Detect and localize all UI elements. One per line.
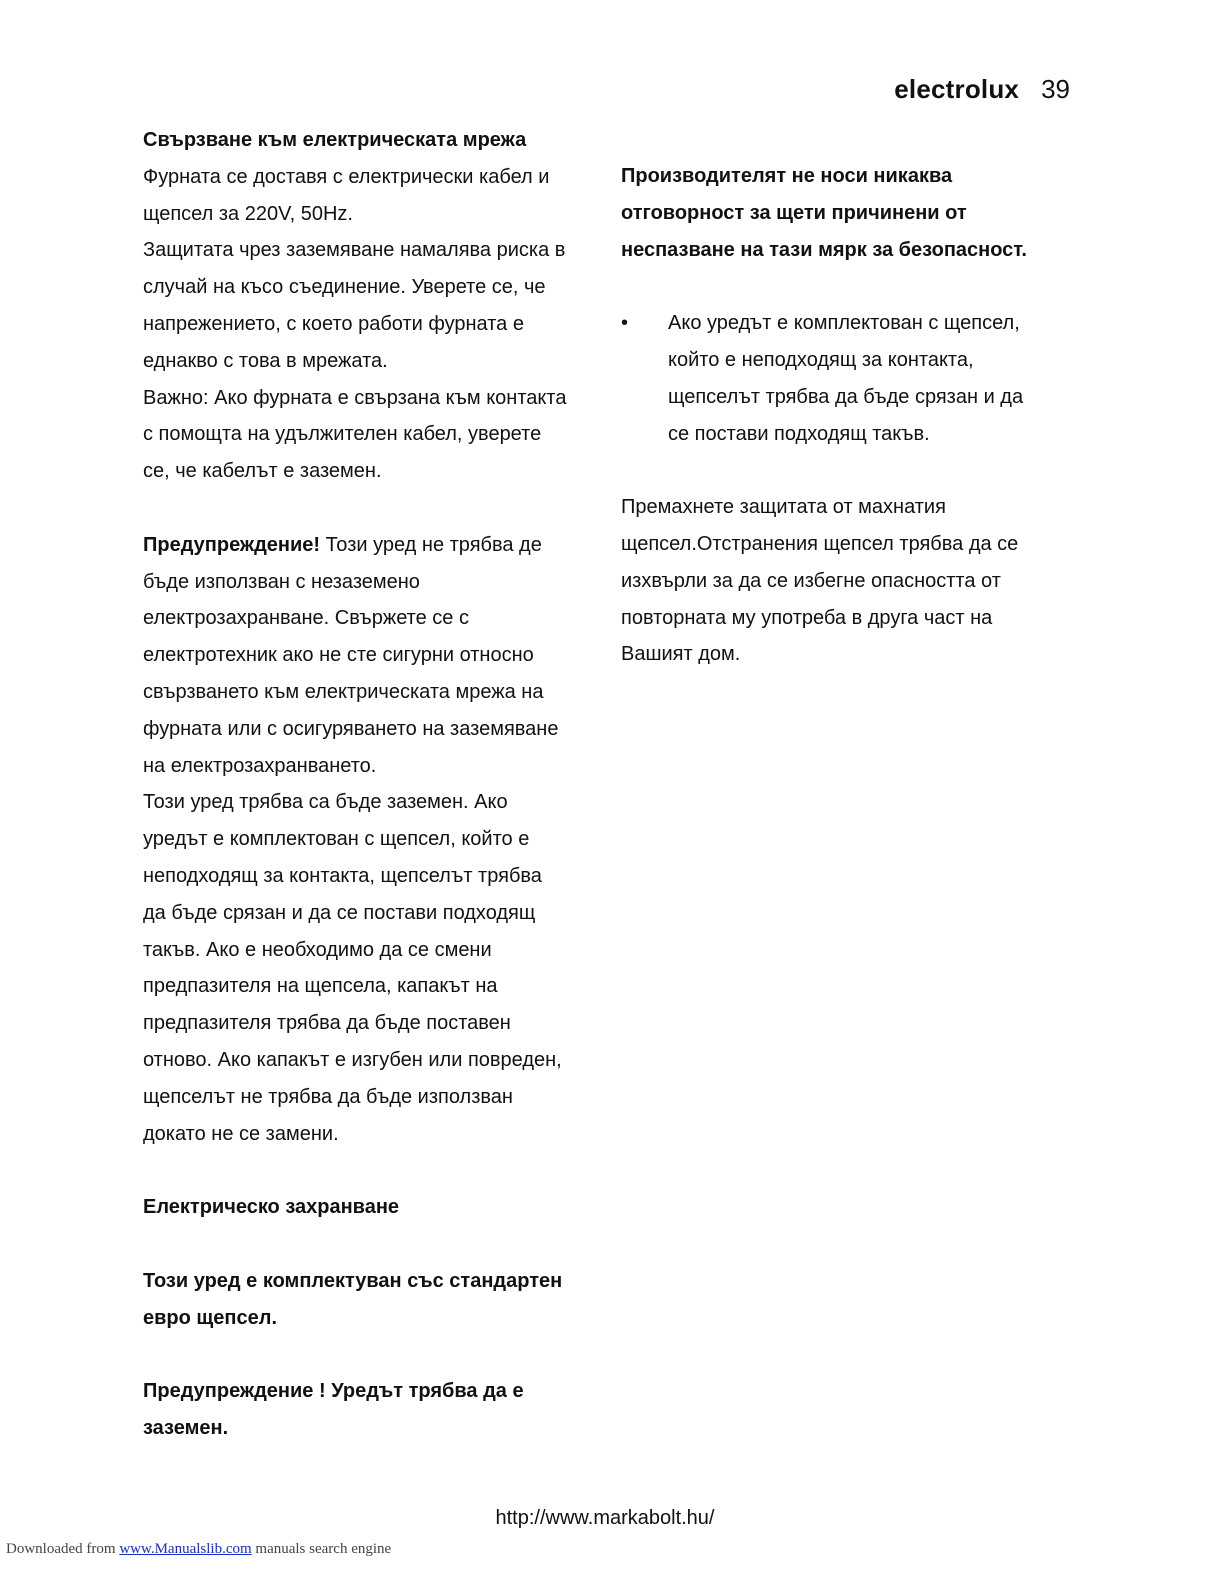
text-line: фурната или с осигуряването на заземяване xyxy=(143,717,559,740)
euro-plug-paragraph xyxy=(143,1263,603,1337)
warning-first-line: Този уред не трябва де xyxy=(320,533,542,556)
text-line: се, че кабелът е заземен. xyxy=(143,460,382,483)
search-engine-text: manuals search engine xyxy=(251,1541,392,1557)
right-column xyxy=(621,158,1071,673)
text-line: Премахнете защитата от махнатия xyxy=(621,496,946,519)
removal-paragraph xyxy=(621,489,1071,673)
text-line: заземен. xyxy=(143,1416,229,1439)
footer-url: http://www.markabolt.hu/ xyxy=(495,1507,715,1529)
bullet-list-item xyxy=(621,305,1071,452)
text-line: на електрозахранването. xyxy=(143,754,377,777)
page-number: 39 xyxy=(1041,74,1070,104)
text-line: предпазителя трябва да бъде поставен xyxy=(143,1012,511,1035)
warning-label: Предупреждение! xyxy=(143,533,321,556)
text-line: бъде използван с незаземено xyxy=(143,570,420,593)
text-line: Предупреждение ! Уредът трябва да е xyxy=(143,1380,524,1403)
spacer xyxy=(621,452,1071,489)
text-line: с помощта на удължителен кабел, уверете xyxy=(143,423,542,446)
text-line: такъв. Ако е необходимо да се смени xyxy=(143,938,492,961)
grounding-warning-paragraph xyxy=(143,527,603,1153)
heading-electrical-connection: Свързване към електрическата мрежа xyxy=(143,129,527,151)
text-line: неподходящ за контакта, щепселът трябва xyxy=(143,864,542,887)
text-line: Вашият дом. xyxy=(621,643,741,666)
spacer xyxy=(621,268,1071,305)
text-line: щепселът не трябва да бъде използван xyxy=(143,1085,513,1108)
text-line: неспазване на тази мярк за безопасност. xyxy=(621,238,1027,261)
download-source-line xyxy=(6,1541,391,1558)
ground-warning-paragraph xyxy=(143,1373,603,1447)
text-line: се постави подходящ такъв. xyxy=(668,422,930,445)
text-line: изхвърли за да се избегне опасността от xyxy=(621,569,1001,592)
connection-paragraph xyxy=(143,159,603,490)
text-line: Важно: Ако фурната е свързана към контакта xyxy=(143,386,567,409)
text-line: Ако уредът е комплектован с щепсел, xyxy=(668,312,1020,335)
left-column xyxy=(143,122,603,1447)
text-line: напрежението, с което работи фурната е xyxy=(143,312,524,335)
text-line: отново. Ако капакът е изгубен или повреден, xyxy=(143,1048,562,1071)
text-line: Фурната се доставя с електрически кабел и xyxy=(143,165,550,188)
text-line: щепселът трябва да бъде срязан и да xyxy=(668,385,1024,408)
page-header xyxy=(894,74,1070,105)
text-line: електротехник ако не сте сигурни относно xyxy=(143,644,534,667)
spacer xyxy=(143,490,603,527)
text-line: щепсел.Отстранения щепсел трябва да се xyxy=(621,532,1019,555)
brand-logo-text: electrolux xyxy=(894,74,1020,104)
spacer xyxy=(143,1152,603,1189)
bullet-icon: • xyxy=(621,312,629,335)
text-line: Този уред е комплектуван със стандартен xyxy=(143,1269,563,1292)
text-line: който е неподходящ за контакта, xyxy=(668,348,974,371)
text-line: повторната му употреба в друга част на xyxy=(621,606,993,629)
text-line: докато не се замени. xyxy=(143,1122,339,1145)
text-line: отговорност за щети причинени от xyxy=(621,201,967,224)
text-line: електрозахранване. Свържете се с xyxy=(143,607,469,630)
text-line: предпазителя на щепсела, капакът на xyxy=(143,975,498,998)
downloaded-from-text: Downloaded from xyxy=(6,1541,120,1557)
text-line: щепсел за 220V, 50Hz. xyxy=(143,202,353,225)
spacer xyxy=(143,1336,603,1373)
text-line xyxy=(143,527,603,564)
text-line: уредът е комплектован с щепсел, който е xyxy=(143,828,530,851)
text-line: случай на късо съединение. Уверете се, че xyxy=(143,276,546,299)
text-line: да бъде срязан и да се постави подходящ xyxy=(143,901,536,924)
text-line: свързването към електрическата мрежа на xyxy=(143,680,544,703)
text-line: еднакво с това в мрежата. xyxy=(143,349,388,372)
text-line: Този уред трябва са бъде заземен. Ако xyxy=(143,791,508,814)
manualslib-link[interactable]: www.Manualslib.com xyxy=(119,1541,252,1557)
text-line: Производителят не носи никаква xyxy=(621,165,953,187)
text-line: Защитата чрез заземяване намалява риска в xyxy=(143,239,566,262)
heading-power-supply: Електрическо захранване xyxy=(143,1196,400,1219)
spacer xyxy=(143,1226,603,1263)
text-line: евро щепсел. xyxy=(143,1306,277,1329)
liability-paragraph xyxy=(621,158,1071,268)
